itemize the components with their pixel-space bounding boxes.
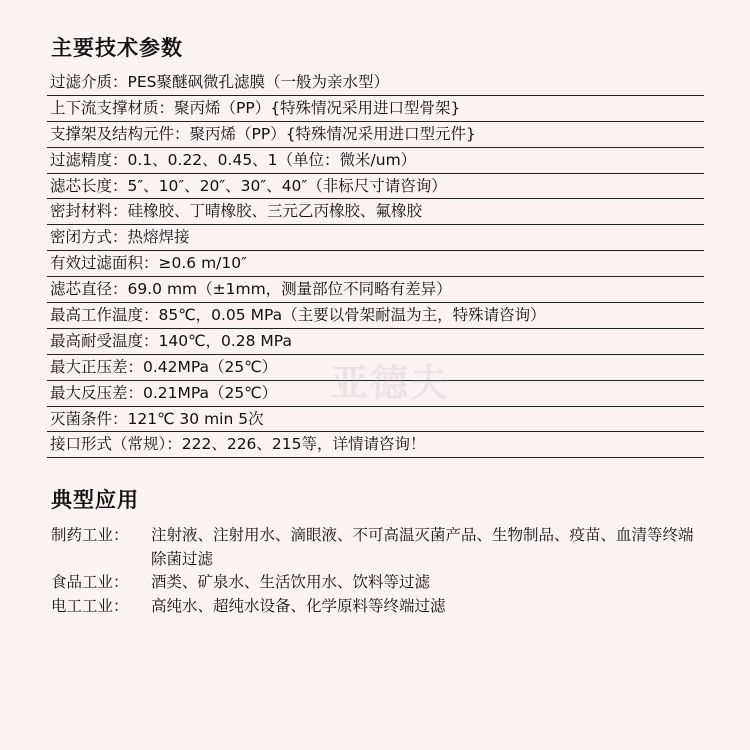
- spec-row: 滤芯长度：5″、10″、20″、30″、40″（非标尺寸请咨询）: [47, 174, 704, 200]
- spec-row: 密闭方式：热熔焊接: [47, 225, 704, 251]
- tech-params-title: 主要技术参数: [51, 36, 183, 60]
- spec-row: 接口形式（常规）：222、226、215等，详情请咨询！: [47, 432, 704, 458]
- spec-row: 灭菌条件：121℃ 30 min 5次: [47, 407, 704, 433]
- application-category: 食品工业：: [51, 573, 129, 591]
- spec-row: 最大反压差：0.21MPa（25℃）: [47, 381, 704, 407]
- spec-row: 有效过滤面积：≥0.6 m/10″: [47, 251, 704, 277]
- spec-row: 过滤精度：0.1、0.22、0.45、1（单位：微米/um）: [47, 148, 704, 174]
- spec-row: 最高工作温度：85℃，0.05 MPa（主要以骨架耐温为主，特殊请咨询）: [47, 303, 704, 329]
- applications-title: 典型应用: [51, 488, 139, 512]
- application-item: [51, 595, 711, 619]
- application-category: 电工工业：: [51, 596, 129, 615]
- spec-row: 支撑架及结构元件：聚丙烯（PP）{特殊情况采用进口型元件}: [47, 122, 704, 148]
- watermark-logo: 亚德夫: [330, 360, 451, 405]
- spec-row: 滤芯直径：69.0 mm（±1mm，测量部位不同略有差异）: [47, 277, 704, 303]
- applications-list: [51, 524, 711, 618]
- spec-row: 过滤介质：PES聚醚砜微孔滤膜（一般为亲水型）: [47, 70, 704, 96]
- application-text: 高纯水、超纯水设备、化学原料等终端过滤: [151, 596, 446, 615]
- spec-row: 最大正压差：0.42MPa（25℃）: [47, 355, 704, 381]
- application-item: [51, 571, 711, 595]
- application-category: 制药工业：: [51, 526, 129, 544]
- spec-row: 最高耐受温度：140℃，0.28 MPa: [47, 329, 704, 355]
- applications-section: [51, 484, 694, 615]
- application-item: [51, 524, 711, 571]
- spec-row: 上下流支撑材质：聚丙烯（PP）{特殊情况采用进口型骨架}: [47, 96, 704, 122]
- application-text: 注射液、注射用水、滴眼液、不可高温灭菌产品、生物制品、疫苗、血清等终端除菌过滤: [151, 526, 694, 568]
- spec-row: 密封材料：硅橡胶、丁晴橡胶、三元乙丙橡胶、氟橡胶: [47, 199, 704, 225]
- application-text: 酒类、矿泉水、生活饮用水、饮料等过滤: [151, 573, 431, 591]
